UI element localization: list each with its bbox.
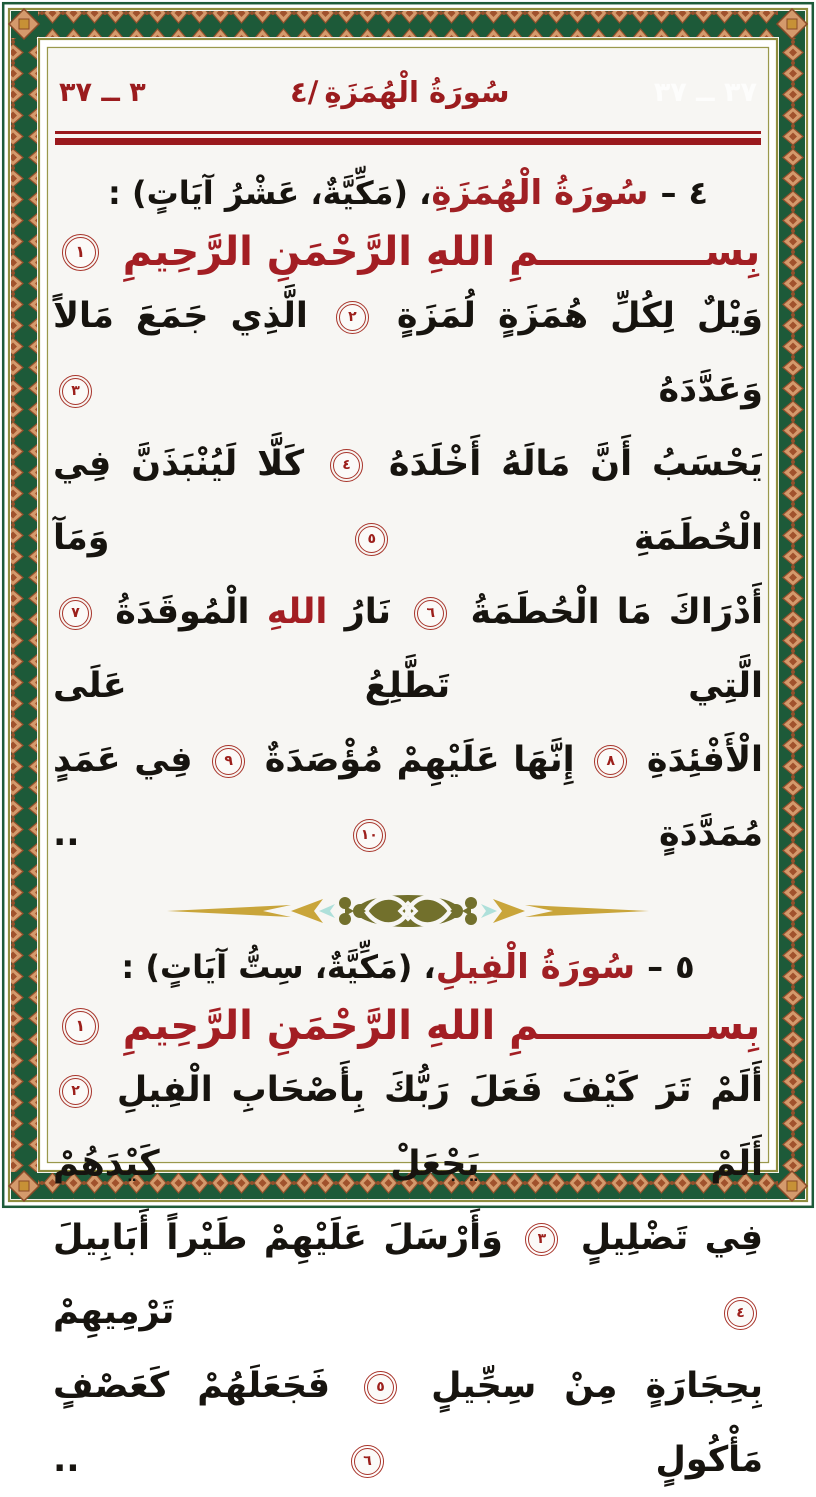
bismillah-text: بِســــــــــــمِ اللهِ الرَّحْمَنِ الرَّحِيمِ (122, 229, 761, 275)
ayah-marker: ٣ (62, 378, 89, 405)
ayah-marker: ٣ (528, 1226, 555, 1253)
surah-details: ، (مَكِّيَّةٌ، سِتُّ آيَاتٍ) : (121, 948, 436, 986)
ayah-marker: ٢ (62, 1078, 89, 1105)
surah-heading (49, 947, 767, 987)
surah-name: سُورَةُ الْهُمَزَةِ (431, 173, 649, 213)
page-number-left: ٣٧ ــ ٣ (59, 76, 146, 108)
ayah-marker: ٢ (339, 304, 366, 331)
verse-text: الْأَفْئِدَةِ (633, 740, 764, 780)
surah-number: ٤ (688, 174, 708, 212)
verse-text: .. (53, 1440, 346, 1480)
section-al-humazah (49, 173, 767, 871)
ayah-marker: ٦ (417, 600, 444, 627)
verse-line (53, 575, 763, 723)
verse-text: الَّذِي جَمَعَ مَالاً وَعَدَّدَهُ (53, 296, 763, 410)
ayah-marker: ٦ (354, 1448, 381, 1475)
verse-text: فَجَعَلَهُمْ كَعَصْفٍ مَأْكُولٍ (53, 1366, 763, 1480)
ayah-marker: ١ (65, 1011, 96, 1042)
allah-word-red: اللهِ (266, 592, 328, 632)
surah-number: ٥ (675, 948, 695, 986)
verse-text: نَارُ (327, 592, 409, 632)
verse-block (53, 1053, 763, 1497)
page-number-watermark: ٣٧ ــ ٣٧ (653, 76, 757, 108)
surah-heading (49, 173, 767, 213)
section-al-fil (49, 947, 767, 1497)
section-divider (49, 889, 767, 933)
page-content (49, 49, 767, 1480)
header-surah-title (290, 75, 509, 109)
bismillah-text: بِســــــــــــمِ اللهِ الرَّحْمَنِ الرَّحِيمِ (122, 1003, 761, 1049)
bismillah (49, 1003, 767, 1049)
verse-text: وَيْلٌ لِكُلِّ هُمَزَةٍ لُمَزَةٍ (374, 296, 763, 336)
verse-text: كَلَّا لَيُنْبَذَنَّ فِي الْحُطَمَةِ (53, 444, 763, 558)
verse-text: أَدْرَاكَ مَا الْحُطَمَةُ (453, 592, 763, 632)
surah-details: ، (مَكِّيَّةٌ، عَشْرُ آيَاتٍ) : (108, 174, 432, 212)
verse-text: وَمَآ (53, 518, 350, 558)
verse-text: فِي عَمَدٍ مُمَدَّدَةٍ (53, 740, 763, 854)
rule-thick (55, 138, 761, 145)
verse-text: فِي تَضْلِيلٍ (564, 1218, 763, 1258)
verse-line (53, 279, 763, 427)
header-surah-number: ٤/ (290, 75, 319, 109)
header-double-rule (55, 131, 761, 145)
verse-text: وَأَرْسَلَ عَلَيْهِمْ طَيْراً أَبَابِيلَ (53, 1218, 520, 1258)
verse-line (53, 723, 763, 871)
ayah-marker: ٩ (215, 748, 242, 775)
verse-text: إِنَّهَا عَلَيْهِمْ مُؤْصَدَةٌ (251, 740, 589, 780)
ayah-marker: ٤ (333, 452, 360, 479)
heading-dash: – (660, 174, 677, 212)
verse-text: يَحْسَبُ أَنَّ مَالَهُ أَخْلَدَهُ (369, 444, 763, 484)
verse-text: الْمُوقَدَةُ (98, 592, 267, 632)
verse-line (53, 1053, 763, 1201)
verse-text: بِحِجَارَةٍ مِنْ سِجِّيلٍ (403, 1366, 764, 1406)
ayah-marker: ١ (65, 237, 96, 268)
verse-text: أَلَمْ تَرَ كَيْفَ فَعَلَ رَبُّكَ بِأَصْحَابِ الْفِيلِ (98, 1070, 763, 1110)
verse-block (53, 279, 763, 871)
divider-ornament-icon (163, 889, 653, 933)
verse-text: .. (53, 814, 347, 854)
page-header (49, 49, 767, 121)
ayah-marker: ٤ (727, 1300, 754, 1327)
verse-text: الَّتِي تَطَّلِعُ عَلَى (53, 666, 763, 706)
verse-line (53, 1201, 763, 1349)
surah-name: سُورَةُ الْفِيلِ (435, 947, 636, 987)
ayah-marker: ٧ (62, 600, 89, 627)
verse-text: أَلَمْ يَجْعَلْ كَيْدَهُمْ (53, 1144, 763, 1184)
heading-dash: – (647, 948, 664, 986)
rule-thin (55, 131, 761, 134)
ayah-marker: ١٠ (356, 822, 383, 849)
ayah-marker: ٥ (358, 526, 385, 553)
header-surah-name: سُورَةُ الْهُمَزَةِ (324, 75, 510, 109)
ayah-marker: ٨ (597, 748, 624, 775)
verse-line (53, 427, 763, 575)
bismillah (49, 229, 767, 275)
ayah-marker: ٥ (367, 1374, 394, 1401)
verse-line (53, 1349, 763, 1497)
verse-text: تَرْمِيهِمْ (53, 1292, 718, 1332)
